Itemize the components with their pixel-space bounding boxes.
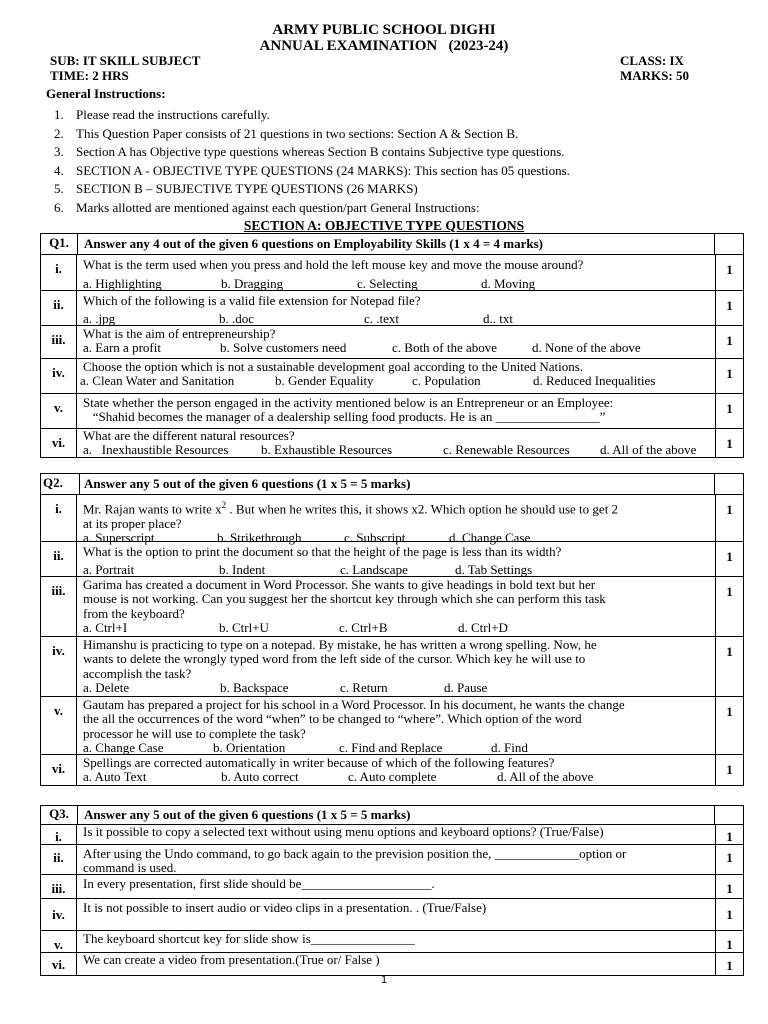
question-row: vi. Spellings are corrected automatically in writer because of which of the following features? a. Auto Text b. Auto correct c. Auto complete d. All of the above 1 xyxy=(41,755,743,785)
instruction-item: 5. SECTION B – SUBJECTIVE TYPE QUESTIONS (26 MARKS) xyxy=(54,181,418,196)
question-row: ii. Which of the following is a valid file extension for Notepad file? a. .jpg b. .doc c. .text d.. txt 1 xyxy=(41,291,743,326)
marks-label: MARKS: 50 xyxy=(620,68,689,83)
instructions-list xyxy=(54,106,570,217)
q1-number: Q1. xyxy=(41,234,78,254)
question-row: v. The keyboard shortcut key for slide show is________________ 1 xyxy=(41,931,743,953)
question-row: i. Mr. Rajan wants to write $x^2$ . But when he writes this, it shows x2. Which option he should use to get 2 at its proper place? a. Superscript b. Strikethrough c. Subscript d. Change Case 1 xyxy=(41,495,743,542)
q3-heading: Answer any 5 out of the given 6 questions (1 x 5 = 5 marks) xyxy=(84,807,411,822)
q2-number: Q2. xyxy=(41,474,80,494)
instructions-heading: General Instructions: xyxy=(46,86,166,101)
q1-heading: Answer any 4 out of the given 6 questions on Employability Skills (1 x 4 = 4 marks) xyxy=(84,236,543,251)
question-row: iv. Himanshu is practicing to type on a notepad. By mistake, he has written a wrong spelling. Now, he wants to delete the wrongly typed word from the left side of the cursor. Which key he will use to accomplish the task? a. Delete b. Backspace c. Return d. Pause 1 xyxy=(41,637,743,697)
question-row: vi. What are the different natural resources? a. Inexhaustible Resources b. Exhaustible Resources c. Renewable Resources d. All of the above 1 xyxy=(41,429,743,457)
question-row: iv. Choose the option which is not a sustainable development goal according to the United Nations. a. Clean Water and Sanitation b. Gender Equality c. Population d. Reduced Inequalities 1 xyxy=(41,359,743,394)
question-row: v. Gautam has prepared a project for his school in a Word Processor. In his document, he wants the change the all the occurrences of the word “when” to be changed to “where”. Which option of the word processor he will use to complete the task? a. Change Case b. Orientation c. Find and Replace d. Find 1 xyxy=(41,697,743,755)
time-label: TIME: 2 HRS xyxy=(50,68,129,83)
q3-number: Q3. xyxy=(41,806,78,824)
school-name: ARMY PUBLIC SCHOOL DIGHI xyxy=(272,22,496,38)
question-row: i. What is the term used when you press and hold the left mouse key and move the mouse around? a. Highlighting b. Dragging c. Selecting d. Moving 1 xyxy=(41,255,743,291)
instruction-item: 1. Please read the instructions carefully. xyxy=(54,107,270,122)
instruction-item: 4. SECTION A - OBJECTIVE TYPE QUESTIONS (24 MARKS): This section has 05 questions. xyxy=(54,162,570,178)
question-row: v. State whether the person engaged in the activity mentioned below is an Entrepreneur or an Employee: “Shahid becomes the manager of a dealership selling food products. He is an ________________” 1 xyxy=(41,394,743,429)
instruction-item: 2. This Question Paper consists of 21 questions in two sections: Section A & Section B. xyxy=(54,125,519,141)
subject-label: SUB: IT SKILL SUBJECT xyxy=(50,53,201,68)
exam-title: ANNUAL EXAMINATION (2023-24) xyxy=(259,38,509,54)
q1-header xyxy=(41,234,743,255)
question-row: ii. After using the Undo command, to go back again to the prevision position the, _____________option or command is used. 1 xyxy=(41,845,743,875)
question-row: iv. It is not possible to insert audio or video clips in a presentation. . (True/False) 1 xyxy=(41,899,743,931)
instruction-item: 3. Section A has Objective type questions whereas Section B contains Subjective type questions. xyxy=(54,144,565,159)
question-row: ii. What is the option to print the document so that the height of the page is less than its width? a. Portrait b. Indent c. Landscape d. Tab Settings 1 xyxy=(41,542,743,577)
page-number: 1 xyxy=(380,974,388,986)
q3-table xyxy=(40,805,744,976)
question-row: vi. We can create a video from presentation.(True or/ False ) 1 xyxy=(41,953,743,975)
q2-header xyxy=(41,474,743,495)
q1-table xyxy=(40,233,744,458)
q2-heading: Answer any 5 out of the given 6 questions (1 x 5 = 5 marks) xyxy=(84,476,411,491)
question-row: iii. What is the aim of entrepreneurship? a. Earn a profit b. Solve customers need c. Both of the above d. None of the above 1 xyxy=(41,326,743,359)
instruction-item: 6. Marks allotted are mentioned against each question/part General Instructions: xyxy=(54,199,480,215)
q3-header xyxy=(41,806,743,825)
q2-table xyxy=(40,473,744,786)
question-row: iii. Garima has created a document in Word Processor. She wants to give headings in bold text but her mouse is not working. Can you suggest her the shortcut key through which she can perform this task from the keyboard? a. Ctrl+I b. Ctrl+U c. Ctrl+B d. Ctrl+D 1 xyxy=(41,577,743,637)
question-row: iii. In every presentation, first slide should be____________________. 1 xyxy=(41,875,743,899)
class-label: CLASS: IX xyxy=(620,53,684,68)
section-a-title: SECTION A: OBJECTIVE TYPE QUESTIONS xyxy=(243,218,525,233)
question-row: i. Is it possible to copy a selected text without using menu options and keyboard options? (True/False) 1 xyxy=(41,825,743,845)
